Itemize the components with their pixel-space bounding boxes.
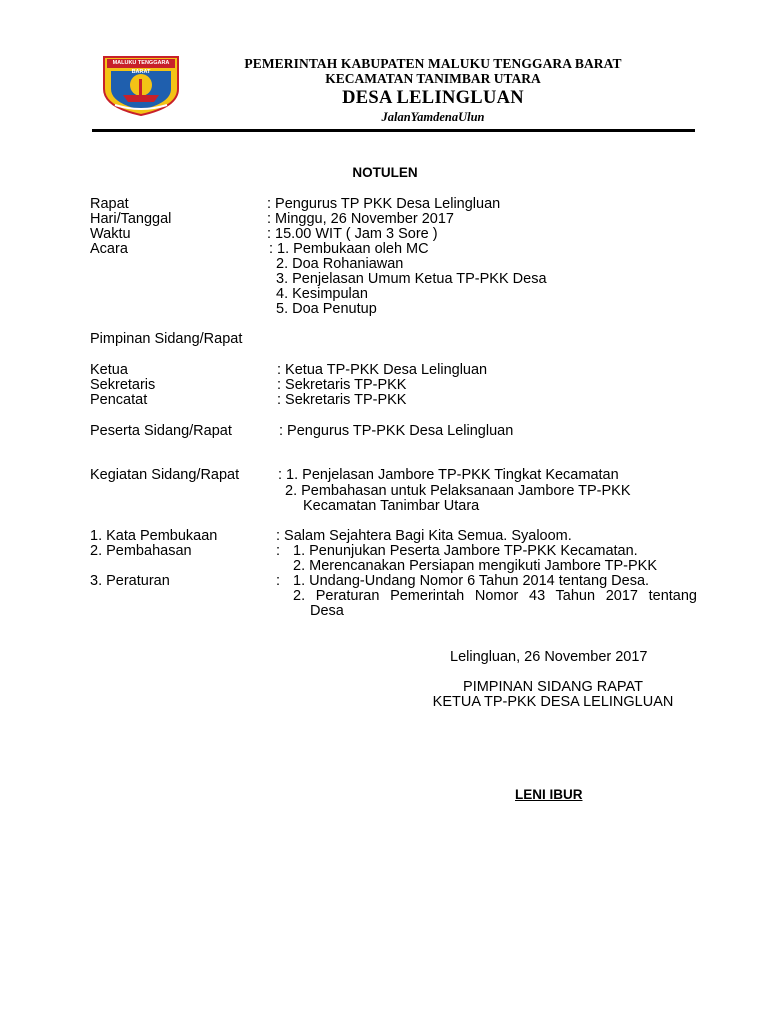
rapat-value: : Pengurus TP PKK Desa Lelingluan: [267, 196, 501, 212]
rapat-label: Rapat: [90, 196, 129, 212]
acara-label: Acara: [90, 241, 128, 257]
document-title: NOTULEN: [352, 165, 418, 180]
header-village: DESA LELINGLUAN: [342, 88, 524, 108]
header-address: JalanYamdenaUlun: [381, 110, 485, 124]
peraturan-colon: :: [276, 573, 281, 589]
acara-item: 5. Doa Penutup: [276, 301, 377, 317]
peraturan-item: 1. Undang-Undang Nomor 6 Tahun 2014 tentang Desa.: [293, 573, 650, 589]
peserta-label: Peserta Sidang/Rapat: [90, 423, 232, 439]
peserta-value: : Pengurus TP-PKK Desa Lelingluan: [279, 423, 514, 439]
pimpinan-heading: Pimpinan Sidang/Rapat: [90, 331, 243, 347]
tanggal-label: Hari/Tanggal: [90, 211, 172, 227]
pembahasan-label: 2. Pembahasan: [90, 543, 192, 559]
acara-item: 3. Penjelasan Umum Ketua TP-PKK Desa: [276, 271, 547, 287]
ketua-label: Ketua: [90, 362, 128, 378]
peraturan-item-continuation: Desa: [310, 603, 344, 619]
header-government: PEMERINTAH KABUPATEN MALUKU TENGGARA BARAT: [244, 56, 622, 71]
kegiatan-label: Kegiatan Sidang/Rapat: [90, 467, 240, 483]
pembahasan-colon: :: [276, 543, 281, 559]
peraturan-label: 3. Peraturan: [90, 573, 170, 589]
sekretaris-value: : Sekretaris TP-PKK: [277, 377, 407, 393]
peraturan-item: 2. Peraturan Pemerintah Nomor 43 Tahun 2017 tentang: [293, 588, 697, 604]
pembahasan-item: 2. Merencanakan Persiapan mengikuti Jambore TP-PKK: [293, 558, 658, 574]
signatory-name: LENI IBUR: [515, 787, 583, 802]
logo-text: MALUKU TENGGARA BARAT: [112, 60, 170, 75]
waktu-label: Waktu: [90, 226, 131, 242]
kata-pembukaan-label: 1. Kata Pembukaan: [90, 528, 218, 544]
tanggal-value: : Minggu, 26 November 2017: [267, 211, 454, 227]
header-divider: [92, 129, 695, 132]
acara-item: 4. Kesimpulan: [276, 286, 368, 302]
acara-value: : 1. Pembukaan oleh MC: [269, 241, 429, 257]
header-district: KECAMATAN TANIMBAR UTARA: [325, 71, 541, 86]
pencatat-value: : Sekretaris TP-PKK: [277, 392, 407, 408]
signature-place-date: Lelingluan, 26 November 2017: [450, 649, 648, 665]
pencatat-label: Pencatat: [90, 392, 148, 408]
pembahasan-item: 1. Penunjukan Peserta Jambore TP-PKK Kecamatan.: [293, 543, 638, 559]
signature-role: KETUA TP-PKK DESA LELINGLUAN: [432, 694, 674, 710]
district-emblem-logo: [101, 55, 181, 117]
kegiatan-item: 2. Pembahasan untuk Pelaksanaan Jambore TP-PKK: [285, 483, 631, 499]
sekretaris-label: Sekretaris: [90, 377, 156, 393]
kegiatan-item: : 1. Penjelasan Jambore TP-PKK Tingkat Kecamatan: [278, 467, 619, 483]
signature-role: PIMPINAN SIDANG RAPAT: [463, 679, 643, 695]
ketua-value: : Ketua TP-PKK Desa Lelingluan: [277, 362, 488, 378]
acara-item: 2. Doa Rohaniawan: [276, 256, 404, 272]
kegiatan-item-continuation: Kecamatan Tanimbar Utara: [303, 498, 480, 514]
waktu-value: : 15.00 WIT ( Jam 3 Sore ): [267, 226, 438, 242]
kata-pembukaan-value: : Salam Sejahtera Bagi Kita Semua. Syaloom.: [276, 528, 572, 544]
